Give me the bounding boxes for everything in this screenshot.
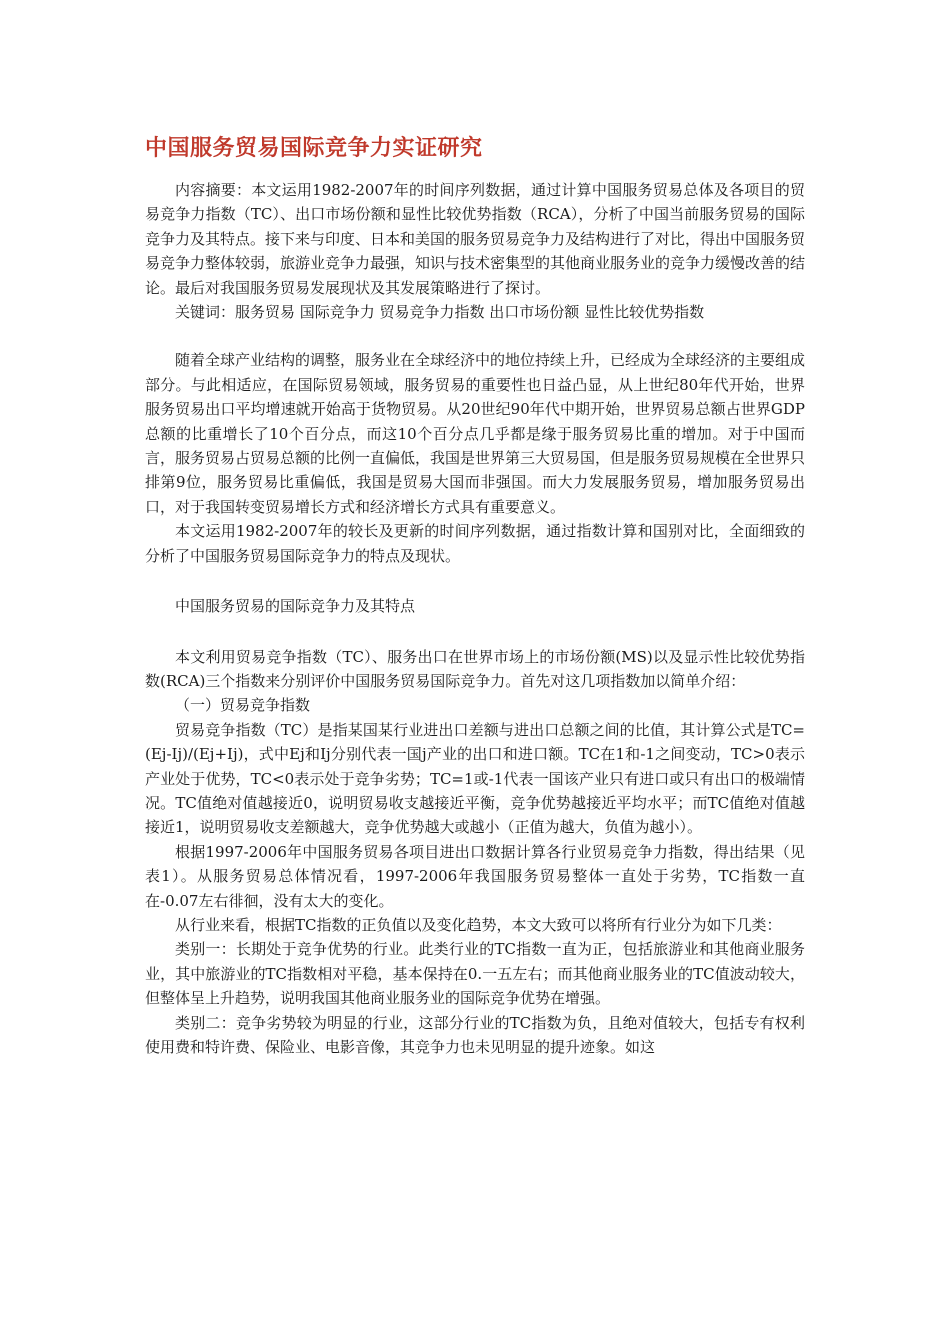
document-page — [145, 132, 805, 1059]
tc-industry-paragraph: 从行业来看，根据TC指数的正负值以及变化趋势，本文大致可以将所有行业分为如下几类： — [175, 915, 782, 934]
intro-paragraph-1: 随着全球产业结构的调整，服务业在全球经济中的地位持续上升，已经成为全球经济的主要组成部分。与此相适应，在国际贸易领域，服务贸易的重要性也日益凸显，从上世纪80年代开始，世界服务贸易出口平均增速就开始高于货物贸易。从20世纪90年代中期开始，世界贸易总额占世界GDP总额的比重增长了10个百分点，而这10个百分点几乎都是缘于服务贸易比重的增加。对于中国而言，服务贸易占贸易总额的比例一直偏低，我国是世界第三大贸易国，但是服务贸易规模在全世界只排第9位，服务贸易比重偏低，我国是贸易大国而非强国。而大力发展服务贸易，增加服务贸易出口，对于我国转变贸易增长方式和经济增长方式具有重要意义。 — [145, 351, 806, 516]
category-2-paragraph: 类别二：竞争劣势较为明显的行业，这部分行业的TC指数为负，且绝对值较大，包括专有权利使用费和特许费、保险业、电影音像，其竞争力也未见明显的提升迹象。如这 — [145, 1013, 805, 1056]
tc-definition-paragraph: 贸易竞争指数（TC）是指某国某行业进出口差额与进出口总额之间的比值，其计算公式是TC=(Ej-Ij)/(Ej+Ij)，式中Ej和Ij分别代表一国j产业的出口和进口额。TC在1和-1之间变动，TC>0表示产业处于优势，TC<0表示处于竞争劣势；TC=1或-1代表一国该产业只有进口或只有出口的极端情况。TC值绝对值越接近0，说明贸易收支越接近平衡，竞争优势越接近平均水平；而TC值绝对值越接近1，说明贸易收支差额越大，竞争优势越大或越小（正值为越大，负值为越小）。 — [145, 720, 805, 837]
section-paragraph-1: 本文利用贸易竞争指数（TC）、服务出口在世界市场上的市场份额(MS)以及显示性比较优势指数(RCA)三个指数来分别评价中国服务贸易国际竞争力。首先对这几项指数加以简单介绍： — [145, 647, 805, 690]
category-1-paragraph: 类别一：长期处于竞争优势的行业。此类行业的TC指数一直为正，包括旅游业和其他商业服务业，其中旅游业的TC指数相对平稳，基本保持在0.一五左右；而其他商业服务业的TC值波动较大，但整体呈上升趋势，说明我国其他商业服务业的国际竞争优势在增强。 — [145, 940, 805, 1008]
section-heading: 中国服务贸易的国际竞争力及其特点 — [175, 597, 416, 616]
spacer — [145, 619, 805, 645]
spacer — [145, 568, 805, 594]
abstract-paragraph: 内容摘要：本文运用1982-2007年的时间序列数据，通过计算中国服务贸易总体及各项目的贸易竞争力指数（TC）、出口市场份额和显性比较优势指数（RCA），分析了中国当前服务贸易的国际竞争力及其特点。接下来与印度、日本和美国的服务贸易竞争力及结构进行了对比，得出中国服务贸易竞争力整体较弱，旅游业竞争力最强，知识与技术密集型的其他商业服务业的竞争力缓慢改善的结论。最后对我国服务贸易发展现状及其发展策略进行了探讨。 — [145, 181, 806, 297]
subheading-trade-competition-index: （一）贸易竞争指数 — [175, 696, 311, 715]
document-title: 中国服务贸易国际竞争力实证研究 — [145, 136, 483, 161]
spacer — [145, 324, 805, 348]
intro-paragraph-2: 本文运用1982-2007年的较长及更新的时间序列数据，通过指数计算和国别对比，全面细致的分析了中国服务贸易国际竞争力的特点及现状。 — [145, 522, 805, 565]
keywords-paragraph: 关键词：服务贸易 国际竞争力 贸易竞争力指数 出口市场份额 显性比较优势指数 — [175, 303, 705, 322]
tc-result-paragraph: 根据1997-2006年中国服务贸易各项目进出口数据计算各行业贸易竞争力指数，得出结果（见表1）。从服务贸易总体情况看，1997-2006年我国服务贸易整体一直处于劣势，TC指数一直在-0.07左右徘徊，没有太大的变化。 — [145, 842, 805, 910]
